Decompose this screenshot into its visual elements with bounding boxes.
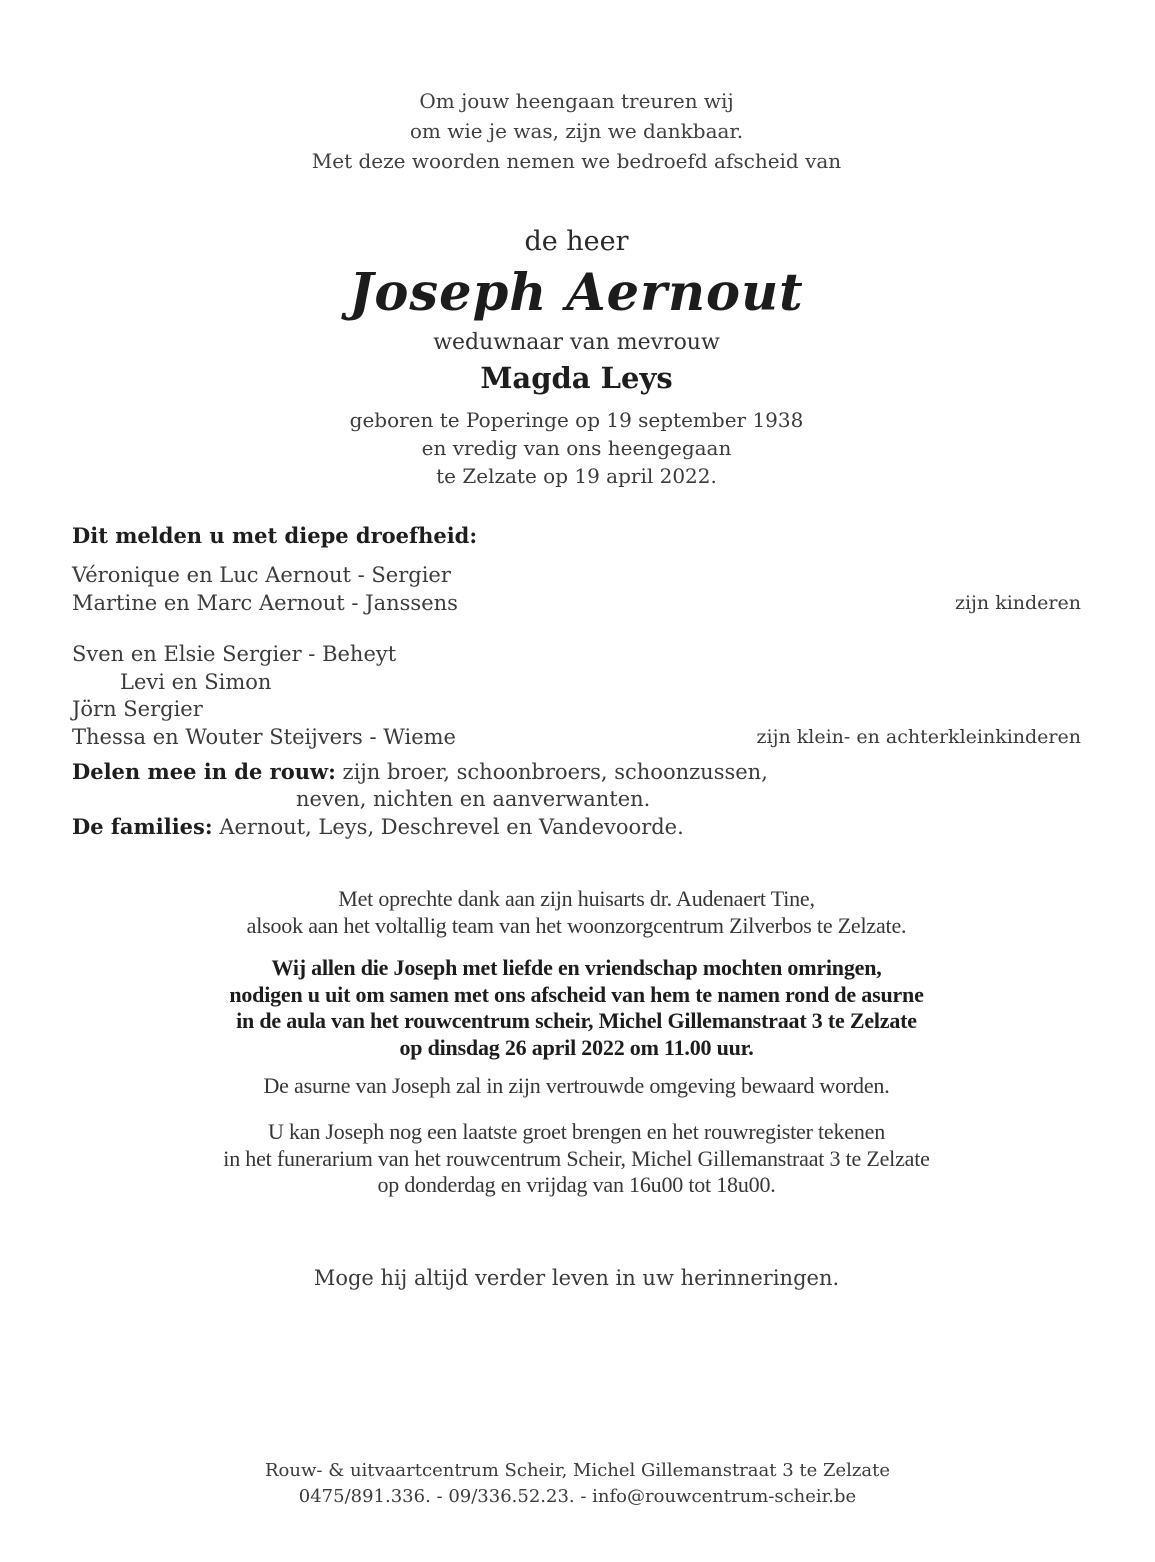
invitation-line: in de aula van het rouwcentrum scheir, Michel Gillemanstraat 3 te Zelzate (236, 1008, 917, 1033)
verse-line: om wie je was, zijn we dankbaar. (409, 119, 744, 143)
grandchild-name: Sven en Elsie Sergier - Beheyt (72, 642, 397, 666)
opening-verse (72, 86, 1081, 176)
verse-line: Met deze woorden nemen we bedroefd afscheid van (311, 149, 842, 173)
passed-line: te Zelzate op 19 april 2022. (436, 464, 717, 488)
honorific: de heer (524, 226, 629, 257)
children-block (72, 562, 1081, 617)
thanks-block (72, 885, 1081, 939)
spouse-name: Magda Leys (480, 361, 673, 395)
deceased-name: Joseph Aernout (349, 263, 804, 323)
invitation-line: nodigen u uit om samen met ons afscheid van hem te namen rond de asurne (229, 981, 924, 1007)
grandchild-name: Thessa en Wouter Steijvers - Wieme (72, 724, 456, 749)
invitation-line: op dinsdag 26 april 2022 om 11.00 uur. (399, 1034, 754, 1060)
announcement-heading: Dit melden u met diepe droefheid: (72, 523, 478, 548)
mourning-line (72, 758, 1081, 786)
invitation-line: Wij allen die Joseph met liefde en vriendschap mochten omringen, (271, 955, 882, 980)
thanks-line: alsook aan het voltallig team van het woonzorgcentrum Zilverbos te Zelzate. (246, 913, 907, 938)
families-text: Aernout, Leys, Deschrevel en Vandevoorde. (219, 815, 684, 839)
grandchild-row (72, 724, 1081, 752)
funeral-home-footer (0, 1458, 1155, 1510)
thanks-line: Met oprechte dank aan zijn huisarts dr. Audenaert Tine, (338, 886, 815, 911)
children-relation-label: zijn kinderen (954, 591, 1081, 614)
widower-line: weduwnaar van mevrouw (433, 330, 720, 355)
farewell-line: in het funerarium van het rouwcentrum Scheir, Michel Gillemanstraat 3 te Zelzate (223, 1145, 930, 1171)
mourning-text: zijn broer, schoonbroers, schoonzussen, (342, 760, 768, 784)
born-line: geboren te Poperinge op 19 september 1938 (349, 408, 804, 432)
mourning-label: Delen mee in de rouw: (72, 759, 336, 784)
passed-line: en vredig van ons heengegaan (421, 436, 732, 460)
mourning-block (72, 758, 1081, 841)
child-row (72, 590, 1081, 618)
life-dates (72, 406, 1081, 490)
invitation-block (72, 955, 1081, 1061)
grandchildren-block (72, 641, 1081, 751)
grandchild-name: Jörn Sergier (72, 697, 203, 721)
child-name: Véronique en Luc Aernout - Sergier (72, 563, 451, 587)
families-label: De families: (72, 814, 213, 839)
footer-address-line: Rouw- & uitvaartcentrum Scheir, Michel Gillemanstraat 3 te Zelzate (265, 1460, 890, 1481)
grandchild-name: Levi en Simon (120, 669, 272, 694)
footer-contact-line: 0475/891.336. - 09/336.52.23. - info@rouwcentrum-scheir.be (298, 1486, 857, 1507)
families-line (72, 813, 1081, 841)
child-name: Martine en Marc Aernout - Janssens (72, 590, 458, 615)
farewell-line: U kan Joseph nog een laatste groet brengen en het rouwregister tekenen (267, 1119, 886, 1144)
verse-line: Om jouw heengaan treuren wij (419, 89, 734, 113)
grandchildren-relation-label: zijn klein- en achterkleinkinderen (756, 725, 1081, 748)
closing-line: Moge hij altijd verder leven in uw herinneringen. (313, 1265, 840, 1290)
urn-line: De asurne van Joseph zal in zijn vertrouwde omgeving bewaard worden. (263, 1073, 890, 1098)
obituary-page (0, 86, 1155, 1562)
farewell-line: op donderdag en vrijdag van 16u00 tot 18u00. (377, 1172, 776, 1197)
mourning-line: neven, nichten en aanverwanten. (296, 787, 651, 811)
farewell-block (72, 1119, 1081, 1199)
